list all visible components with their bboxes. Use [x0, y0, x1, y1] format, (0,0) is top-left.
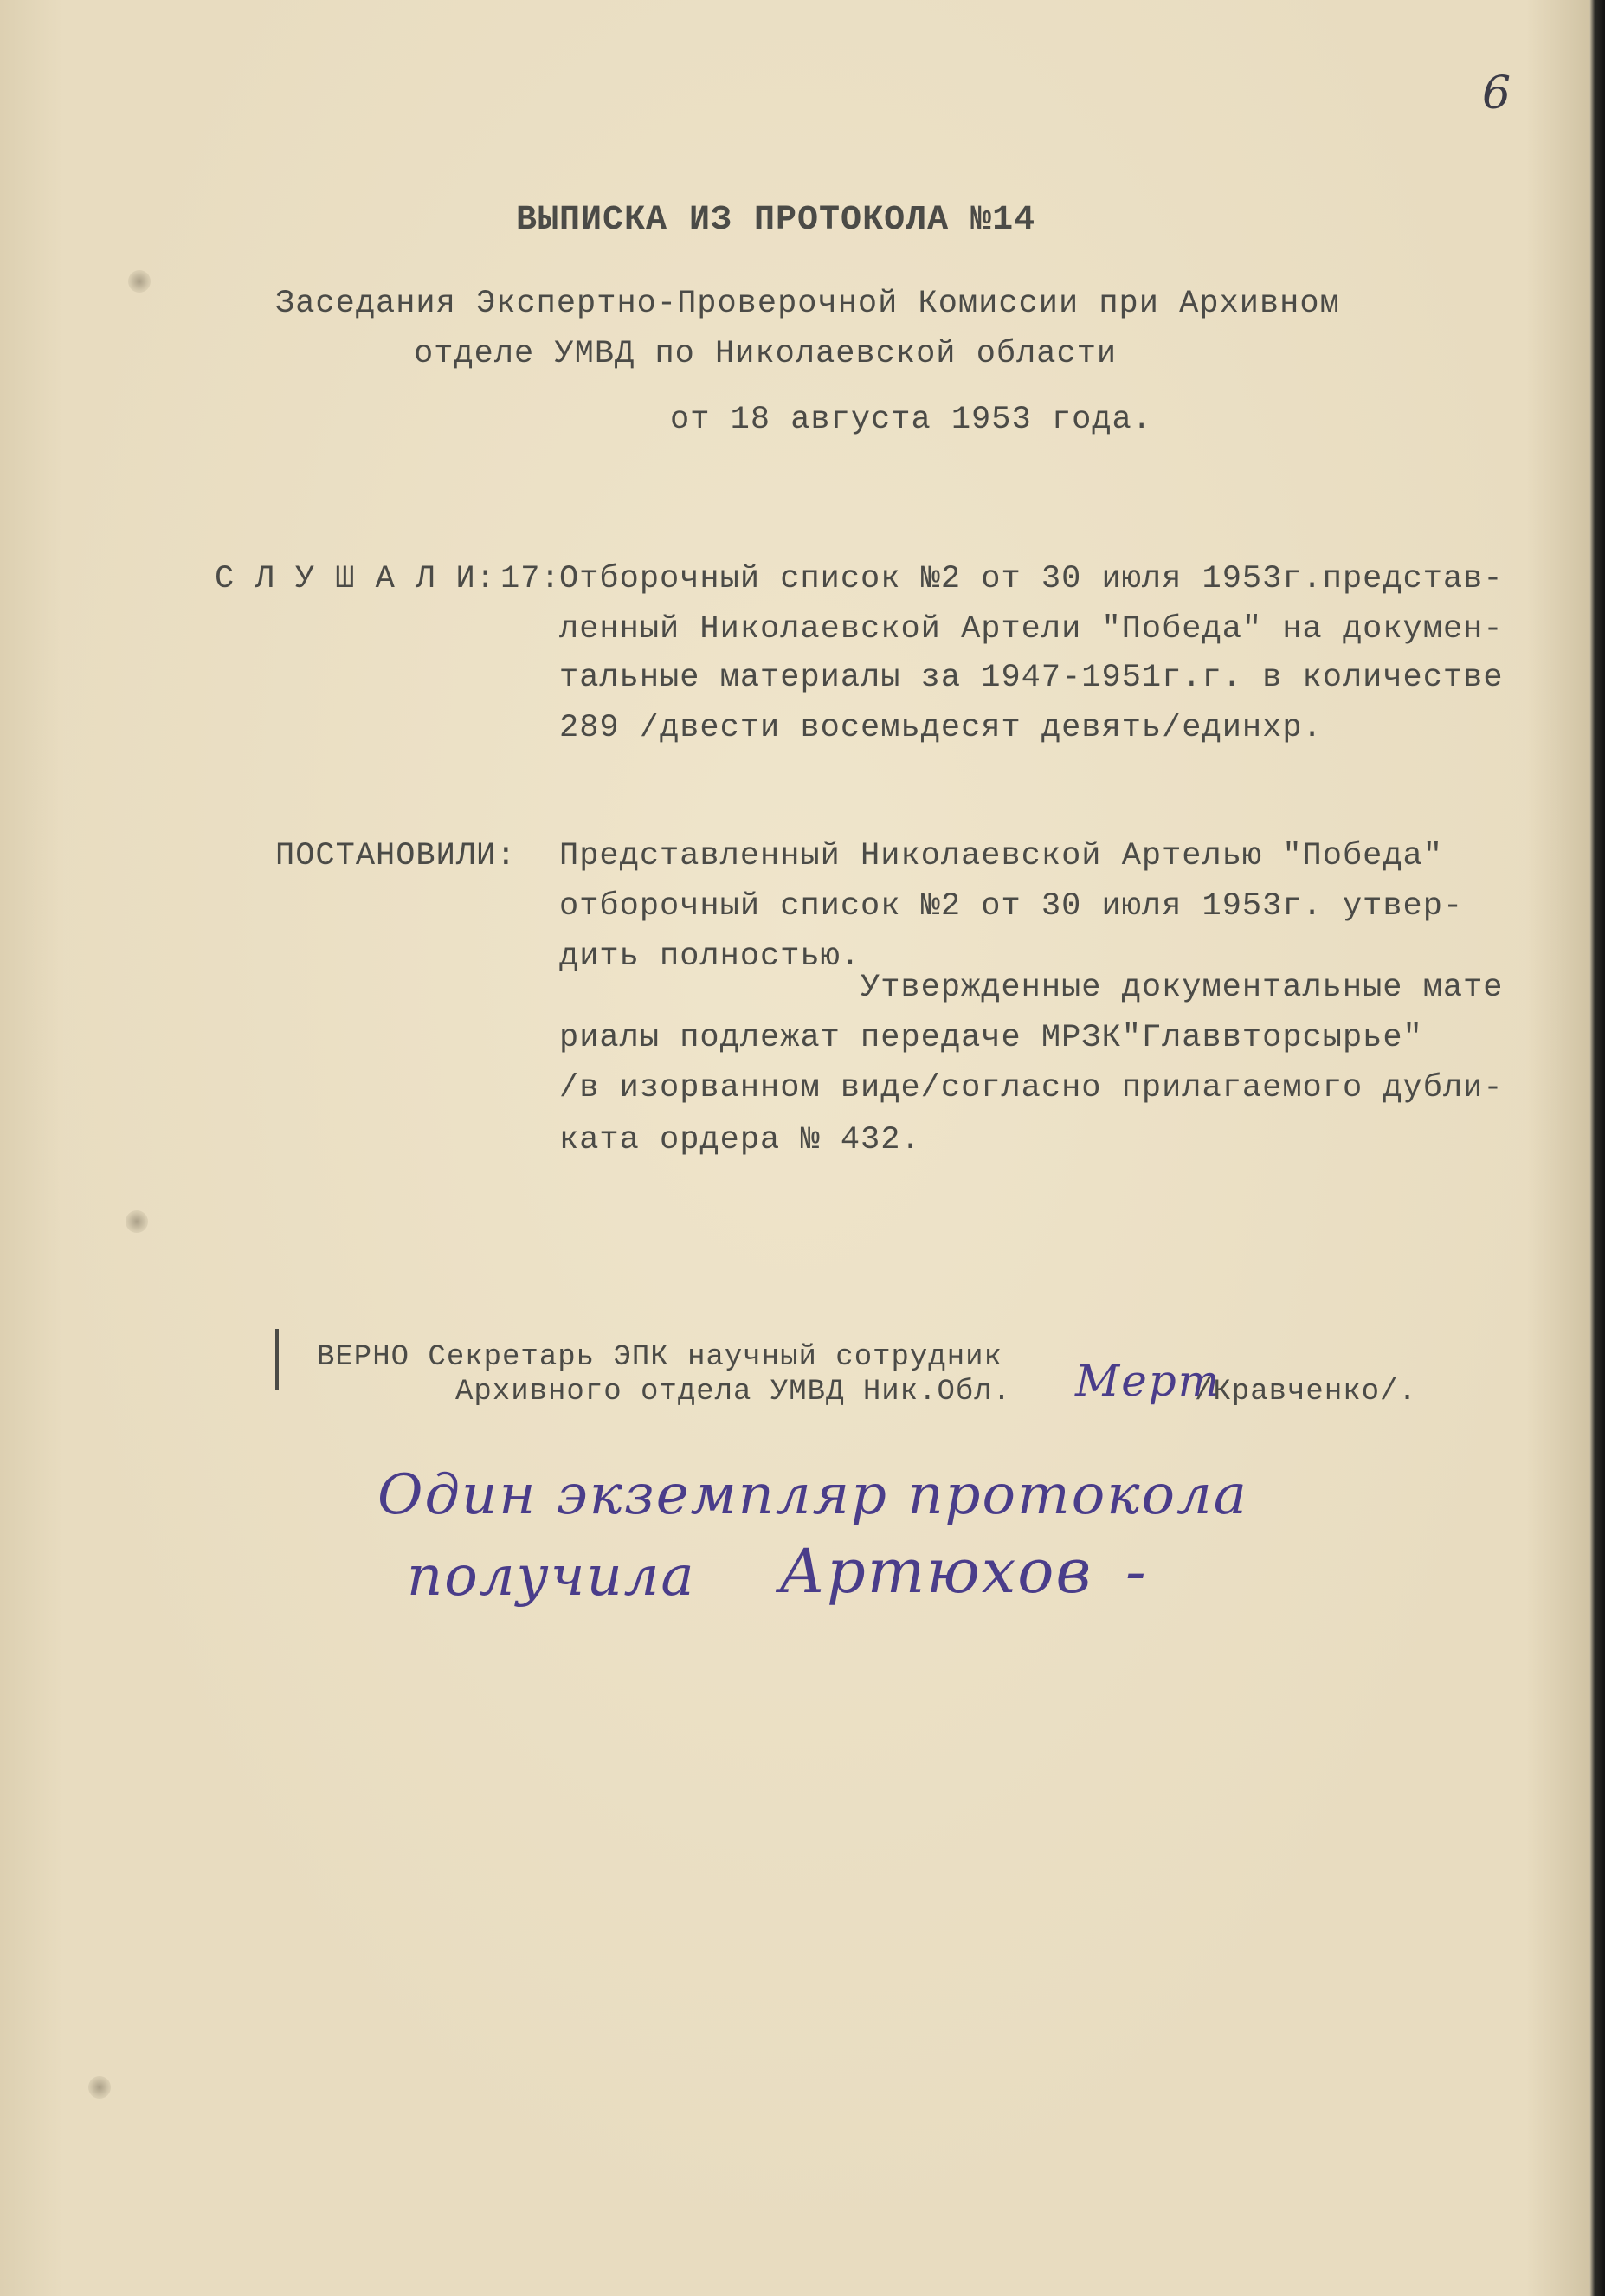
document-title: ВЫПИСКА ИЗ ПРОТОКОЛА №14	[516, 201, 1036, 240]
handwritten-note-line-2-suffix: -	[1125, 1536, 1148, 1607]
margin-mark	[275, 1329, 279, 1390]
heard-line-4: 289 /двести восемьдесят девять/единхр.	[559, 710, 1323, 746]
heard-line-3: тальные материалы за 1947-1951г.г. в количестве	[559, 660, 1504, 696]
resolved-line-3: дить полностью.	[559, 938, 861, 975]
certification-line-2-suffix: /Кравченко/.	[1195, 1376, 1417, 1409]
secretary-signature: Мерт	[1075, 1356, 1221, 1406]
handwritten-note-line-2-prefix: получила	[407, 1545, 696, 1609]
resolved-continuation-1: Утвержденные документальные мате	[861, 970, 1504, 1006]
resolved-line-1: Представленный Николаевской Артелью "Победа"	[559, 838, 1443, 874]
punch-hole-bottom	[88, 2076, 111, 2099]
resolved-continuation-2: риалы подлежат передаче МРЗК"Главвторсырье"	[559, 1020, 1423, 1056]
heard-label: С Л У Ш А Л И:	[215, 561, 496, 597]
subtitle-line-2: отделе УМВД по Николаевской области	[414, 336, 1118, 372]
resolved-continuation-4: ката ордера № 432.	[559, 1122, 921, 1158]
heard-line-1: Отборочный список №2 от 30 июля 1953г.представ-	[559, 561, 1504, 597]
resolved-label: ПОСТАНОВИЛИ:	[275, 838, 517, 874]
resolved-continuation-3: /в изорванном виде/согласно прилагаемого дубли-	[559, 1070, 1504, 1106]
heard-line-2: ленный Николаевской Артели "Победа" на докумен-	[559, 611, 1504, 648]
meeting-date: от 18 августа 1953 года.	[670, 402, 1152, 438]
certification-line-1: ВЕРНО Секретарь ЭПК научный сотрудник	[317, 1341, 1002, 1374]
recipient-signature: Артюхов	[779, 1536, 1093, 1607]
page-number: 6	[1482, 68, 1512, 119]
page-edge-shadow	[1589, 0, 1605, 2296]
punch-hole-top	[128, 270, 151, 293]
certification-line-2-prefix: Архивного отдела УМВД Ник.Обл.	[455, 1376, 1012, 1409]
handwritten-note-line-1: Один экземпляр протокола	[377, 1463, 1248, 1527]
resolved-line-2: отборочный список №2 от 30 июля 1953г. утвер-	[559, 888, 1464, 925]
heard-number: 17:	[500, 561, 561, 597]
subtitle-line-1: Заседания Экспертно-Проверочной Комиссии при Архивном	[275, 286, 1340, 322]
punch-hole-middle	[126, 1210, 148, 1233]
